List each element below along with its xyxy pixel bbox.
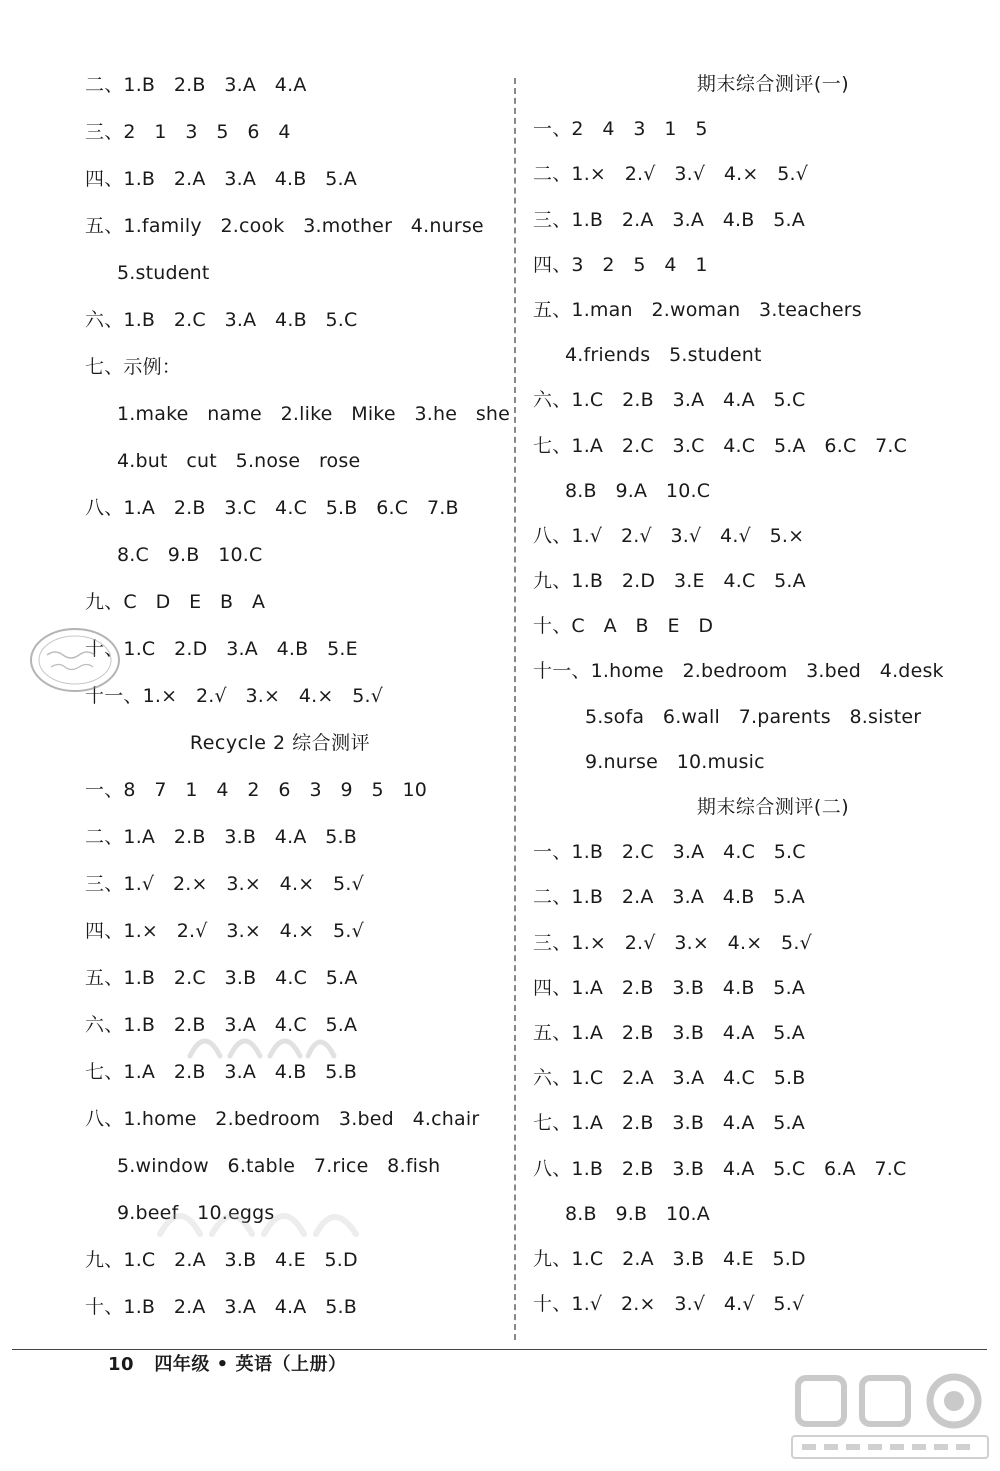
answer-line: 四、1.× 2.√ 3.× 4.× 5.√: [85, 920, 364, 942]
answer-line: 二、1.A 2.B 3.B 4.A 5.B: [85, 826, 358, 848]
answer-line: 五、1.man 2.woman 3.teachers: [533, 298, 862, 321]
answer-line: 一、2 4 3 1 5: [533, 118, 708, 141]
answer-line: 九、1.C 2.A 3.B 4.E 5.D: [533, 1247, 806, 1270]
answer-line: 四、1.B 2.A 3.A 4.B 5.A: [85, 168, 357, 190]
page-number: 10: [108, 1354, 135, 1375]
answer-line: 十一、1.home 2.bedroom 3.bed 4.desk: [533, 660, 944, 683]
answer-line: 5.student: [117, 262, 210, 284]
stamp-watermark: [27, 625, 123, 695]
answer-line: 三、1.× 2.√ 3.× 4.× 5.√: [533, 931, 812, 954]
answer-line: 1.make name 2.like Mike 3.he she: [117, 403, 511, 425]
separator-dot: •: [216, 1354, 229, 1375]
answer-line: 四、1.A 2.B 3.B 4.B 5.A: [533, 976, 806, 999]
answer-line: 十、1.B 2.A 3.A 4.A 5.B: [85, 1296, 357, 1318]
answer-line: 8.C 9.B 10.C: [117, 544, 263, 566]
brand-logo: [788, 1372, 993, 1462]
answer-line: 十、1.C 2.D 3.A 4.B 5.E: [85, 638, 358, 660]
answer-line: 八、1.√ 2.√ 3.√ 4.√ 5.×: [533, 524, 805, 547]
answer-line: 二、1.B 2.B 3.A 4.A: [85, 74, 307, 96]
answer-line: 4.but cut 5.nose rose: [117, 450, 361, 472]
answer-line: 三、2 1 3 5 6 4: [85, 121, 291, 143]
answer-line: 九、C D E B A: [85, 591, 266, 613]
answer-line: 4.friends 5.student: [565, 344, 762, 367]
answer-line: 八、1.B 2.B 3.B 4.A 5.C 6.A 7.C: [533, 1157, 907, 1180]
answer-line: 5.window 6.table 7.rice 8.fish: [117, 1155, 441, 1177]
answer-line: 九、1.C 2.A 3.B 4.E 5.D: [85, 1249, 358, 1271]
answer-line: 七、1.A 2.B 3.A 4.B 5.B: [85, 1061, 358, 1083]
grade-label: 四年级: [154, 1354, 210, 1375]
answer-line: 六、1.B 2.B 3.A 4.C 5.A: [85, 1014, 358, 1036]
answer-line: 9.nurse 10.music: [585, 750, 765, 773]
answer-line: 四、3 2 5 4 1: [533, 253, 708, 276]
right-column: [533, 62, 953, 1327]
answer-line: 一、8 7 1 4 2 6 3 9 5 10: [85, 779, 428, 801]
answer-line: 五、1.family 2.cook 3.mother 4.nurse: [85, 215, 484, 237]
watermark: [150, 1190, 370, 1246]
answer-line: 三、1.B 2.A 3.A 4.B 5.A: [533, 208, 805, 231]
answer-line: 七、1.A 2.C 3.C 4.C 5.A 6.C 7.C: [533, 434, 908, 457]
answer-line: 8.B 9.B 10.A: [565, 1202, 710, 1225]
answer-line: 二、1.B 2.A 3.A 4.B 5.A: [533, 886, 805, 909]
column-divider: [514, 78, 516, 1340]
answer-line: 十、1.√ 2.× 3.√ 4.√ 5.√: [533, 1293, 805, 1316]
answer-line: 9.beef 10.eggs: [117, 1202, 275, 1224]
section-heading: 期末综合测评(二): [696, 796, 850, 818]
answer-line: 5.sofa 6.wall 7.parents 8.sister: [585, 705, 922, 728]
subject-label: 英语（上册）: [235, 1354, 347, 1375]
answer-line: 五、1.B 2.C 3.B 4.C 5.A: [85, 967, 358, 989]
answer-line: 六、1.C 2.B 3.A 4.A 5.C: [533, 389, 806, 412]
answer-line: 九、1.B 2.D 3.E 4.C 5.A: [533, 570, 806, 593]
section-heading: 期末综合测评(一): [696, 73, 850, 95]
answer-line: 二、1.× 2.√ 3.√ 4.× 5.√: [533, 163, 809, 186]
left-column: [85, 62, 511, 1331]
answer-line: 三、1.√ 2.× 3.× 4.× 5.√: [85, 873, 364, 895]
answer-line: 六、1.C 2.A 3.A 4.C 5.B: [533, 1067, 806, 1090]
answer-line: 七、示例：: [85, 356, 182, 378]
answer-line: 八、1.home 2.bedroom 3.bed 4.chair: [85, 1108, 480, 1130]
answer-line: 一、1.B 2.C 3.A 4.C 5.C: [533, 841, 806, 864]
answer-line: 七、1.A 2.B 3.B 4.A 5.A: [533, 1112, 805, 1135]
answer-line: 十一、1.× 2.√ 3.× 4.× 5.√: [85, 685, 384, 707]
answer-line: 十、C A B E D: [533, 615, 714, 638]
answer-line: 六、1.B 2.C 3.A 4.B 5.C: [85, 309, 358, 331]
answer-line: 8.B 9.A 10.C: [565, 479, 711, 502]
watermark: [180, 1018, 340, 1068]
answer-line: 五、1.A 2.B 3.B 4.A 5.A: [533, 1021, 805, 1044]
page-footer: [108, 1350, 346, 1376]
section-heading: Recycle 2 综合测评: [189, 732, 371, 754]
answer-line: 八、1.A 2.B 3.C 4.C 5.B 6.C 7.B: [85, 497, 459, 519]
